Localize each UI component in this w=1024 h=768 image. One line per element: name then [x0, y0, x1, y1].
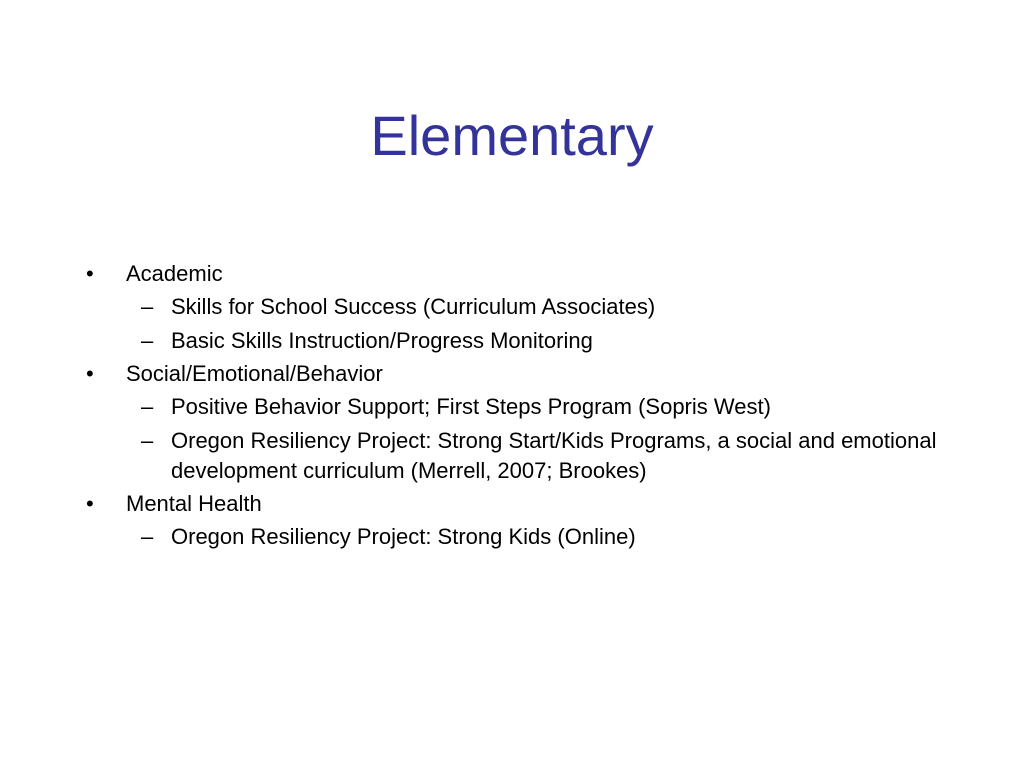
bullet-content — [86, 256, 956, 552]
slide-title: Elementary — [370, 104, 654, 167]
bullet-label: Mental Health — [126, 491, 262, 516]
dash-icon: – — [141, 328, 154, 353]
section-academic — [86, 258, 956, 356]
bullet-icon: • — [86, 261, 94, 286]
dash-icon: – — [141, 294, 154, 319]
sub-item-text: Oregon Resiliency Project: Strong Start/Kids Programs, a social and emotional development curriculum (Merrell, 2007; Brookes) — [171, 428, 937, 483]
sub-item — [86, 292, 956, 322]
dash-icon: – — [141, 428, 154, 453]
bullet-item — [86, 358, 956, 390]
sub-item-text: Positive Behavior Support; First Steps Program (Sopris West) — [171, 394, 771, 419]
sub-item-text: Basic Skills Instruction/Progress Monitoring — [171, 328, 593, 353]
bullet-label: Social/Emotional/Behavior — [126, 361, 383, 386]
sub-item — [86, 326, 956, 356]
sub-item-text: Oregon Resiliency Project: Strong Kids (Online) — [171, 524, 636, 549]
dash-icon: – — [141, 524, 154, 549]
sub-item — [86, 522, 956, 552]
sub-item-text: Skills for School Success (Curriculum Associates) — [171, 294, 656, 319]
bullet-label: Academic — [126, 261, 223, 286]
section-mental-health — [86, 488, 956, 552]
sub-list — [86, 292, 956, 356]
bullet-icon: • — [86, 491, 94, 516]
sub-item — [86, 392, 956, 422]
sub-list — [86, 522, 956, 552]
sub-list — [86, 392, 956, 486]
bullet-item — [86, 258, 956, 290]
sub-item — [86, 426, 956, 486]
section-social-emotional-behavior — [86, 358, 956, 486]
dash-icon: – — [141, 394, 154, 419]
bullet-icon: • — [86, 361, 94, 386]
bullet-item — [86, 488, 956, 520]
